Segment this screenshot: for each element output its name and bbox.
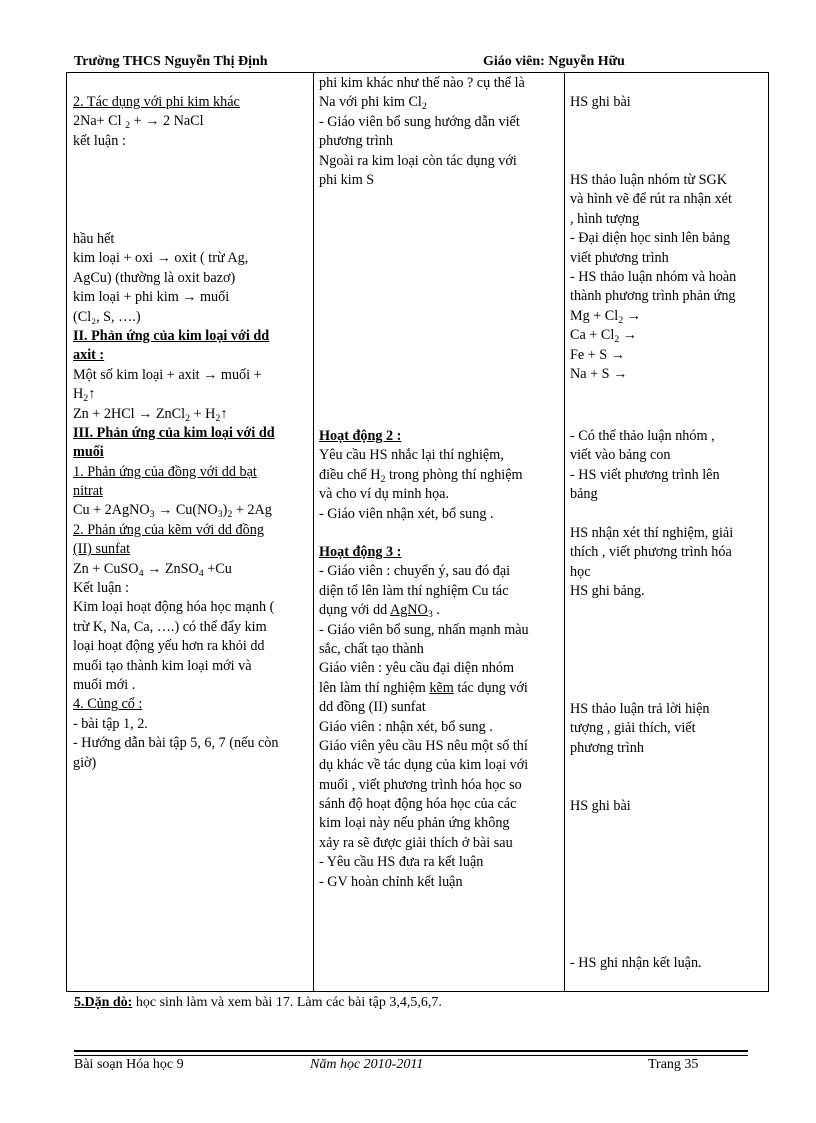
text-line: hầu hết	[73, 231, 115, 247]
homework-text: học sinh làm và xem bài 17. Làm các bài tập 3,4,5,6,7.	[132, 995, 442, 1010]
text-line: loại hoạt động yếu hơn ra khỏi dd	[73, 638, 265, 655]
text-line: kim loại + oxi → oxit ( trừ Ag,	[73, 250, 249, 267]
text-line: Một số kim loại + axit → muối +	[73, 366, 262, 383]
school-name: Trường THCS Nguyễn Thị Định	[74, 54, 268, 69]
text-line: muối mới .	[73, 676, 136, 693]
subsection-title: (II) sunfat	[73, 541, 131, 558]
text-line: giờ)	[73, 754, 97, 771]
conclusion-label: kết luận :	[73, 132, 126, 149]
text-line: muối , viết phương trình hóa học so	[319, 776, 522, 793]
text-line: dd đồng (II) sunfat	[319, 699, 426, 716]
subsection-title: nitrat	[73, 483, 103, 500]
reaction-line: $Ca + Cl_2$ →	[570, 327, 637, 346]
text-line: thành phương trình phản ứng	[570, 288, 736, 305]
text-line: sắc, chất tạo thành	[319, 640, 424, 657]
homework-note	[74, 995, 442, 1011]
text-line: HS thảo luận trả lời hiện	[570, 701, 710, 717]
footer-rule	[74, 1050, 748, 1052]
text-line: viết vào bảng con	[570, 447, 671, 464]
text-line: - GV hoàn chỉnh kết luận	[319, 873, 463, 890]
text-line: Yêu cầu HS nhắc lại thí nghiệm,	[319, 447, 504, 464]
equation: Zn + CuSO$_4$ → ZnSO$_4$ +Cu	[73, 560, 232, 579]
text-line: Kim loại hoạt động hóa học mạnh (	[73, 599, 275, 616]
text-line: HS ghi bảng.	[570, 583, 645, 600]
text-line: tượng , giải thích, viết	[570, 720, 696, 737]
text-line: Giáo viên yêu cầu HS nêu một số thí	[319, 737, 528, 754]
section-title: axit :	[73, 347, 105, 364]
text-line: kim loại + phi kim → muối	[73, 289, 230, 306]
text-line: - HS ghi nhận kết luận.	[570, 955, 702, 971]
section-title: 4. Củng cố :	[73, 696, 143, 713]
arrow-icon: →	[158, 502, 173, 519]
arrow-icon: →	[138, 405, 153, 422]
text-line: - Giáo viên : chuyển ý, sau đó đại	[319, 563, 511, 580]
text-line: AgCu) (thường là oxit bazơ)	[73, 269, 236, 286]
up-arrow-icon: ↑	[220, 405, 228, 422]
section-title: 2. Tác dụng với phi kim khác	[73, 94, 240, 110]
text-line: dụ khác về tác dụng của kim loại với	[319, 757, 529, 774]
teacher-name: Giáo viên: Nguyễn Hữu	[483, 54, 625, 69]
footer-left: Bài soạn Hóa học 9	[74, 1057, 184, 1072]
equation: 2Na+ Cl $_2$ + → 2 NaCl	[73, 113, 204, 132]
homework-label: 5.Dặn dò:	[74, 995, 133, 1010]
text-line: - HS thảo luận nhóm và hoàn	[570, 268, 737, 285]
text-line: - Yêu cầu HS đưa ra kết luận	[319, 854, 484, 871]
arrow-icon: →	[182, 289, 197, 306]
text-line: , hình tượng	[570, 210, 640, 227]
up-arrow-icon: ↑	[88, 386, 96, 403]
text-line: muối tạo thành kim loại mới và	[73, 657, 252, 674]
text-line: xảy ra sẽ được giải thích ở bài sau	[319, 834, 513, 851]
text-line: và cho ví dụ minh họa.	[319, 486, 450, 503]
equation: Cu + 2AgNO$_3$ → $Cu(NO_3)_2 + 2Ag$	[73, 502, 272, 521]
column-divider	[564, 73, 565, 991]
text-line: HS thảo luận nhóm từ SGK	[570, 172, 728, 188]
activity-title: Hoạt động 3 :	[319, 544, 402, 560]
page-number: Trang 35	[648, 1057, 699, 1072]
text-line: bảng	[570, 486, 598, 503]
reaction-line: Fe + S →	[570, 346, 625, 363]
equation: Zn + 2HCl → ZnCl$_2$ + $H_2↑$	[73, 405, 228, 424]
text-line: Ngoài ra kim loại còn tác dụng với	[319, 152, 517, 169]
reaction-line: $Mg + Cl_2$ →	[570, 307, 641, 326]
footer-rule	[74, 1055, 748, 1056]
text-line: phi kim khác như thế nào ? cụ thể là	[319, 75, 525, 91]
arrow-icon: →	[145, 113, 160, 130]
text-line: HS nhận xét thí nghiệm, giải	[570, 525, 734, 541]
text-line: Na với phi kim $Cl_2$	[319, 94, 427, 113]
text-line: - Đại diện học sinh lên bảng	[570, 230, 730, 247]
lesson-table	[66, 72, 769, 992]
column-divider	[313, 73, 314, 991]
arrow-icon: →	[626, 307, 641, 324]
reaction-line: Na + S →	[570, 365, 628, 382]
text-line: học	[570, 563, 591, 580]
text-line: (Cl₂, S, ….)	[73, 308, 141, 325]
subsection-title: 1. Phản ứng của đồng với dd bạt	[73, 463, 257, 480]
text-line: phương trình	[570, 739, 644, 756]
text-line: - HS viết phương trình lên	[570, 466, 720, 483]
text-line: điều chế $H_2$ trong phòng thí nghiệm	[319, 466, 523, 485]
text-line: thích , viết phương trình hóa	[570, 544, 732, 561]
section-title: muối	[73, 444, 104, 461]
arrow-icon: →	[622, 327, 637, 344]
text-line: viết phương trình	[570, 249, 669, 266]
text-line: - Giáo viên bổ sung, nhấn mạnh màu	[319, 621, 529, 638]
text-line: dụng với dd AgNO$_3$ .	[319, 602, 440, 621]
text-line: diện tổ lên làm thí nghiệm Cu tác	[319, 582, 509, 599]
text-line: - Có thể thảo luận nhóm ,	[570, 428, 715, 444]
text-line: - Hướng dẫn bài tập 5, 6, 7 (nếu còn	[73, 735, 279, 752]
text-line: HS ghi bài	[570, 798, 631, 814]
arrow-icon: →	[610, 346, 625, 363]
text-line: - Giáo viên bổ sung hướng dẫn viết	[319, 113, 520, 130]
text-line: kim loại này nếu phản ứng không	[319, 815, 510, 832]
text-line: Giáo viên : nhận xét, bổ sung .	[319, 718, 493, 735]
conclusion-label: Kết luận :	[73, 580, 129, 597]
text-line: $H_2↑$	[73, 386, 96, 405]
section-title: II. Phản ứng của kim loại với dd	[73, 327, 270, 344]
text-line: phi kim S	[319, 171, 375, 188]
subsection-title: 2. Phản ứng của kẽm với dd đồng	[73, 521, 264, 538]
arrow-icon: →	[203, 366, 218, 383]
text-line: trừ K, Na, Ca, ….) có thể đẩy kim	[73, 618, 267, 635]
arrow-icon: →	[156, 250, 171, 267]
text-line: và hình vẽ để rút ra nhận xét	[570, 191, 732, 208]
activity-title: Hoạt động 2 :	[319, 428, 402, 444]
text-line: - bài tập 1, 2.	[73, 715, 148, 732]
text-line: Giáo viên : yêu cầu đại diện nhóm	[319, 660, 515, 677]
text-line: - Giáo viên nhận xét, bổ sung .	[319, 505, 494, 522]
text-line: lên làm thí nghiệm kẽm tác dụng với	[319, 679, 528, 696]
section-title: III. Phản ứng của kim loại với dd	[73, 424, 275, 441]
text-line: sánh độ hoạt động hóa học của các	[319, 796, 517, 813]
arrow-icon: →	[147, 560, 162, 577]
footer-center: Năm học 2010-2011	[310, 1057, 424, 1072]
arrow-icon: →	[613, 365, 628, 382]
text-line: HS ghi bài	[570, 94, 631, 110]
text-line: phương trình	[319, 133, 393, 150]
